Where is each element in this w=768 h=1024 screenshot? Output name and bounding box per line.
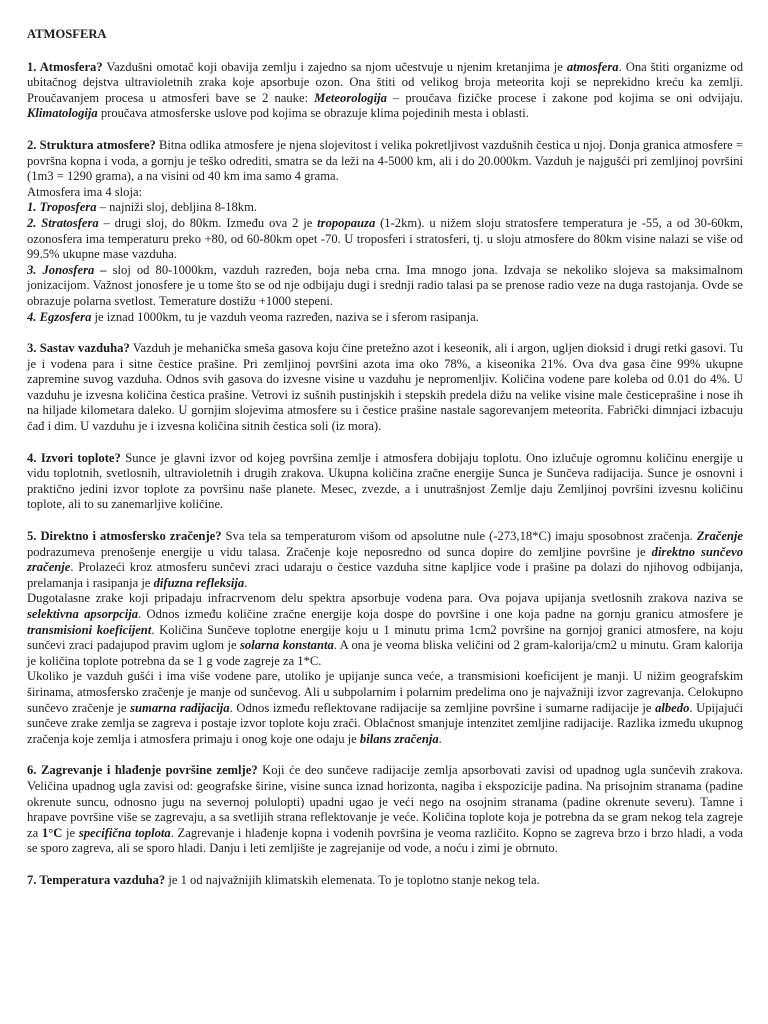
emphasized-term-wrapper (27, 310, 91, 324)
body-text: je iznad 1000km, tu je vazduh veoma razređen, naziva se i sferom rasipanja. (91, 309, 479, 324)
body-text: . (244, 575, 248, 590)
section-heading: 5. Direktno i atmosfersko zračenje? (27, 529, 222, 544)
emphasized-term-wrapper (27, 216, 99, 230)
emphasized-term: difuzna refleksija (153, 575, 245, 590)
emphasized-term: direktno sunčevo zračenje (27, 544, 743, 575)
body-text: Vazdušni omotač koji obavija zemlju i zajedno sa njom učestvuje u njenim kretanjima je (102, 59, 567, 74)
body-text: . Zagrevanje i hlađenje kopna i vodenih površina je veoma različito. Kopno se zagreva brzo i brzo hladi, a voda se sporo zagreva, ali se sporo hladi. Danju i leti zemljište je zagrejanije od vode, a noću i zimi je obrnuto. (27, 825, 743, 856)
body-text: Ukoliko je vazduh gušći i ima više vodene pare, utoliko je upijanje sunca veće, a transmisioni koeficijent je manji. U nižim geografskim širinama, atmosfersko zračenje je manje od sunčevog. Ali u subpolarnim i polarnim predelima ono je najvažniji izvor zagrevanja. Celokupno sunčevo zračenje je (27, 669, 743, 715)
paragraph (27, 873, 743, 889)
body-text: Sunce je glavni izvor od kojeg površina zemlje i atmosfera dobijaju toplotu. Ono izlučuje ogromnu količinu energije u vidu toplotnih, svetlosnih, ultravioletnih i drugih zrakova. Ukupna količina zračne energije Sunca je Sunčeva radijacija. Sunce je osnovni i praktično jedini izvor toplote za površinu naše planete. Mesec, zvezde, a i unutrašnjost Zemlje daju Zemljinoj površini izvesnu količinu toplote, ali to su zanemarljive količine. (27, 450, 743, 512)
body-text: – proučava fizičke procese i zakone pod kojima se oni odvijaju. (386, 90, 744, 105)
emphasized-term-wrapper (27, 623, 151, 637)
body-text: je (62, 825, 79, 840)
emphasized-term-wrapper (655, 701, 689, 715)
emphasized-term: 1. Troposfera (27, 200, 97, 215)
section-zagrevanje-i-hladjenje (27, 763, 743, 857)
body-text: . A ona je veoma bliska veličini od 2 gram-kalorija/cm2 u minutu. Gram kalorija je količina toplote potrebna da se 1 g vode zagreje za 1*C. (27, 638, 743, 668)
emphasized-term: Zračenje (696, 529, 744, 544)
body-text: . Odnos između reflektovane radijacije sa zemljine površine i sumarne radijacije je (229, 700, 656, 715)
paragraph (27, 529, 743, 591)
body-text: – drugi sloj, do 80km. Između ova 2 je (98, 215, 318, 230)
emphasized-term: specifična toplota (78, 825, 171, 840)
emphasized-term-wrapper (27, 106, 98, 120)
emphasized-term-wrapper (567, 60, 619, 74)
body-text: . Odnos između količine zračne energije koja dospe do površine i one koja padne na gornju granicu atmosfere je (138, 607, 743, 621)
emphasized-term-wrapper (79, 826, 171, 840)
section-heading: 1. Atmosfera? (27, 59, 103, 74)
emphasized-term: albedo (655, 700, 690, 715)
paragraph (27, 669, 743, 747)
paragraph (27, 263, 743, 310)
paragraph (27, 185, 743, 201)
section-direktno-i-atmosfersko-zracenje (27, 529, 743, 747)
body-text: (1-2km). u nižem sloju stratosfere temperatura je -55, a od 30-60km, ozonosfera ima temperaturu preko +80, od 60-80km opet -70. U troposferi i stratosferi, tj. u sloju atmosfere do 80km visine nalazi se više od 99.5% ukupne mase vazduha. (27, 215, 743, 262)
emphasized-term-wrapper (314, 91, 387, 105)
body-text: Vazduh je mehanička smeša gasova koju čine pretežno azot i keseonik, ali i argon, ugljen dioksid i drugi retki gasovi. Tu je i vodena para i sitne čestice prašine. Pri zemljinoj površini azota ima oko 78%, a kiseonika 21%. Ova dva gasa čine 99% ukupne zapremine suvog vazduha. Odnos svih gasova do izvesne visine u vazduhu je nepromenljiv. Količina vodene pare koleba od 0.01 do 4%. U vazduhu je izvesna količina čestica prašine. Vetrovi iz sušnih pustinjskih i stepskih predela dižu na velike visine male česticeprašine i nose ih na hiljade kilometara daleko. U gornjim slojevima atmosfere su i čestice prašine nastale sagorevanjem meteorita. Fabrički dimnjaci izbacuju čađ i dim. U vazduhu je i izvesna količina sitnih čestica soli (iz mora). (27, 341, 743, 434)
section-heading: 7. Temperatura vazduha? (27, 872, 166, 887)
emphasized-term: atmosfera (566, 59, 619, 74)
body-text: . Prolazeći kroz atmosferu sunčevi zraci udaraju o čestice vazduha sitne kapljice vode i prašine pa dolazi do njihovog odbijanja, prelamanja i rasipanja je (27, 560, 743, 590)
body-text: . (438, 731, 442, 746)
section-temperatura-vazduha (27, 873, 743, 889)
body-text: podrazumeva prenošenje energije u vidu talasa. Zračenje koje neposredno od sunca dopire do zemljine površine je (27, 544, 652, 559)
body-text: Sva tela sa temperaturom višom od apsolutne nule (-273,18*C) imaju sposobnost zračenja. (221, 529, 697, 544)
paragraph (27, 216, 743, 263)
bold-term: 1°C (41, 825, 63, 840)
document-title: ATMOSFERA (27, 27, 107, 41)
body-text: . Upijajući sunčeve zrake zemlja se zagreva i postaje izvor toplote koju zrači. Oblačnost smanjuje intenzitet zemljine radijacije. Razlika između ukupnog zračenja koje zemlja i atmosfera primaju i onog koje one odaju je (27, 700, 743, 746)
body-text: sloj od 80-1000km, vazduh razređen, boja neba crna. Ima mnogo jona. Izdvaja se nekoliko slojeva sa maksimalnom jonizacijom. Važnost jonosfere je u tome što se od nje odbijaju dugi i srednji radio talasi pa se prenose radio veze na duga rastojanja. Ovde se obrazuje polarna svetlost. Temerature dostižu +1000 stepeni. (27, 262, 743, 308)
section-heading: 2. Struktura atmosfere? (27, 137, 156, 152)
emphasized-term: sumarna radijacija (130, 700, 230, 715)
body-text: Atmosfera ima 4 sloja: (27, 184, 143, 199)
paragraph (27, 763, 743, 857)
emphasized-term-wrapper (317, 216, 375, 230)
paragraph (27, 200, 743, 216)
paragraph (27, 310, 743, 326)
emphasized-term-wrapper (27, 607, 138, 621)
emphasized-term: selektivna apsorpcija (27, 607, 138, 621)
body-text: – najniži sloj, debljina 8-18km. (96, 200, 258, 215)
body-text: . Količina Sunčeve toplotne energije koju u 1 minutu prima 1cm2 površine na gornjoj granici atmosfere, na koju sunčevi zraci padajupod pravim uglom je (27, 622, 743, 653)
paragraph (27, 60, 743, 122)
body-text: Koji će deo sunčeve radijacije zemlja apsorbovati zavisi od upadnog ugla sunčevih zrakova. Veličina upadnog ugla zavisi od: geografske širine, visine sunca iznad horizonta, nagiba i ekspozicije padina. Na prisojnim stranama (padine okrenute suncu, odnosno jugu na severnoj polulopti) upadni ugao je veći nego na osojnim stranama (padine okrenute severu). Tamne i hrapave površine više se zagrevaju, a sa svetlijih strana reflektovanje je veće. Količina toplote koja je potrebna da se gram nekog tela zagreje za (27, 763, 743, 840)
section-sastav-vazduha (27, 341, 743, 435)
emphasized-term: transmisioni koeficijent (27, 622, 152, 637)
body-text: Dugotalasne zrake koji pripadaju infracrvenom delu spektra apsorbuje vodena para. Ova pojava upijanja svetlosnih zrakova naziva se (27, 591, 743, 606)
body-text: . Ona štiti organizme od ubitačnog dejstva ultravioletnih zraka koje apsorbuje ozon. Ona štiti od velikog broja meteorita koji se neprekidno kreću ka zemlji. Proučavanjem procesa u atmosferi bave se 2 nauke: (27, 59, 743, 105)
emphasized-term: solarna konstanta (240, 638, 334, 653)
section-atmosfera (27, 60, 743, 122)
emphasized-term: 4. Egzosfera (27, 309, 92, 324)
body-text: Bitna odlika atmosfere je njena slojevitost i velika pokretljivost vazdušnih čestica u njoj. Donja granica atmosfere = površna kopna i voda, a gornju je teško odrediti, smatra se da leži na 4-5000 km, ali i do 20.000km. Vazduh je najgušći pri zemljinoj površini (1m3 = 1290 grama), a na visini od 40 km ima samo 4 grama. (27, 137, 743, 184)
section-heading: 6. Zagrevanje i hlađenje površine zemlje? (27, 763, 258, 778)
emphasized-term: Klimatologija (27, 106, 98, 121)
paragraph (27, 451, 743, 513)
emphasized-term: bilans zračenja (359, 731, 439, 746)
emphasized-term-wrapper (130, 701, 229, 715)
emphasized-term-wrapper (27, 200, 97, 214)
body-text: proučava atmosferske uslove pod kojima se obrazuje klima pojedinih mesta i oblasti. (97, 106, 529, 121)
section-heading: 3. Sastav vazduha? (27, 341, 130, 356)
emphasized-term-wrapper (153, 575, 248, 590)
emphasized-term-wrapper (27, 263, 107, 277)
paragraph (27, 341, 743, 435)
emphasized-term: 3. Jonosfera – (27, 262, 107, 277)
emphasized-term-wrapper (360, 732, 439, 746)
section-struktura-atmosfere (27, 138, 743, 325)
section-heading: 4. Izvori toplote? (27, 450, 121, 465)
paragraph (27, 138, 743, 185)
emphasized-term: 2. Stratosfera (27, 215, 99, 230)
paragraph (27, 591, 743, 669)
emphasized-term: Meteorologija (314, 90, 387, 105)
body-text: je 1 od najvažnijih klimatskih elemenata. To je toplotno stanje nekog tela. (165, 872, 540, 887)
emphasized-term: tropopauza (317, 215, 376, 230)
emphasized-term-wrapper (240, 638, 334, 652)
emphasized-term-wrapper (697, 529, 743, 543)
section-izvori-toplote (27, 451, 743, 513)
